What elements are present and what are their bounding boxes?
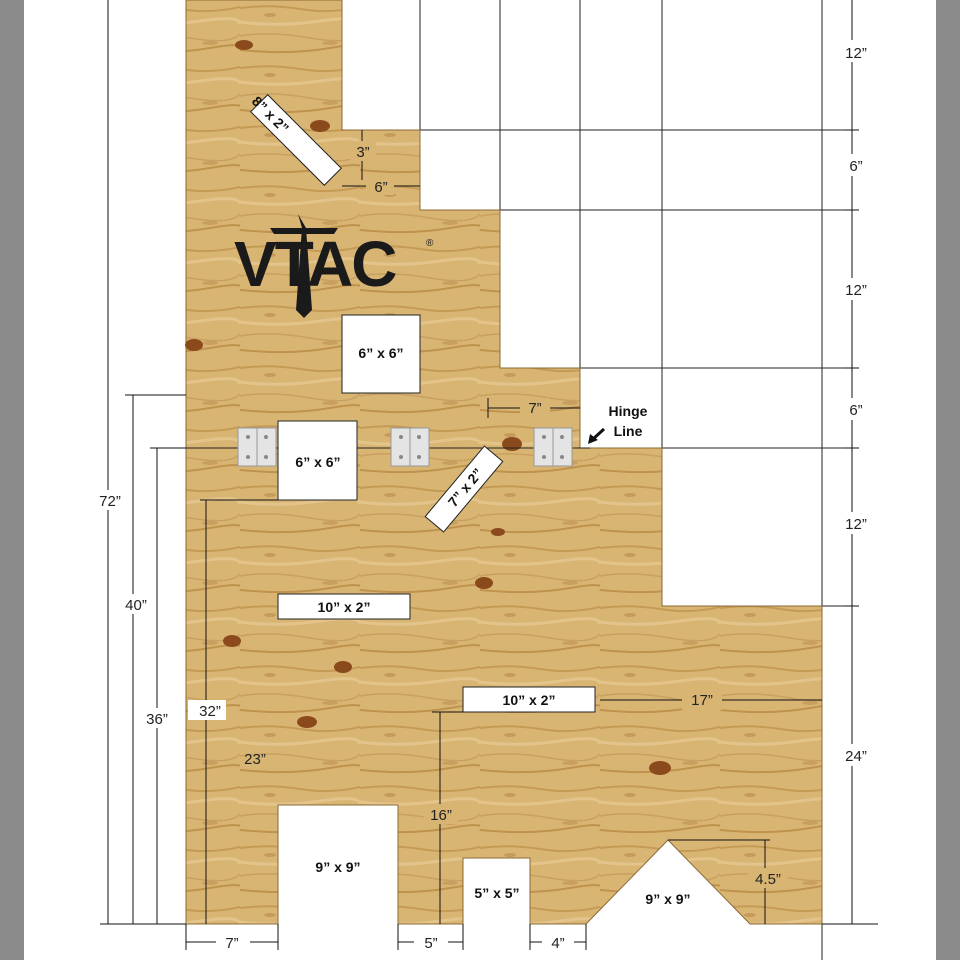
left-border: [0, 0, 24, 960]
cutout-label: 10” x 2”: [502, 692, 556, 708]
dim-right-12a: 12”: [845, 45, 867, 62]
dim-left-36: 36”: [146, 711, 168, 728]
cutout-label: 8” x 2”: [248, 92, 293, 137]
cutout-label: 9” x 9”: [315, 859, 361, 875]
logo-text: VTAC: [234, 228, 396, 300]
dim-right-12c: 12”: [845, 516, 867, 533]
hinge-icon: [534, 428, 572, 466]
dim-mid-17: 17”: [691, 692, 713, 709]
cutout-label: 5” x 5”: [474, 885, 520, 901]
dim-right-12b: 12”: [845, 282, 867, 299]
hinge-icon: [391, 428, 429, 466]
dim-left-32: 32”: [199, 703, 221, 720]
cutout-label: 6” x 6”: [358, 345, 404, 361]
dim-hinge-7: 7”: [528, 400, 542, 417]
right-border: [936, 0, 960, 960]
dim-left-72: 72”: [99, 493, 121, 510]
cutout-label: 7” x 2”: [444, 465, 486, 510]
dim-mid-16: 16”: [430, 807, 452, 824]
cutout-label: 9” x 9”: [645, 891, 691, 907]
cutout-label: 10” x 2”: [317, 599, 371, 615]
dim-top-6: 6”: [374, 179, 388, 196]
dim-right-6a: 6”: [849, 158, 863, 175]
logo-registered: ®: [426, 238, 434, 249]
dim-right-24: 24”: [845, 748, 867, 765]
dim-left-40: 40”: [125, 597, 147, 614]
hinge-label-line1: Hinge: [608, 403, 648, 419]
dim-left-23: 23”: [244, 751, 266, 768]
hinge-icon: [238, 428, 276, 466]
dim-top-3: 3”: [356, 144, 370, 161]
dim-bottom-7: 7”: [225, 935, 239, 952]
dim-mid-4-5: 4.5”: [755, 871, 781, 888]
dim-right-6b: 6”: [849, 402, 863, 419]
hinge-label-line2: Line: [613, 423, 643, 439]
dim-bottom-4: 4”: [551, 935, 565, 952]
dim-bottom-5: 5”: [424, 935, 438, 952]
cutout-label: 6” x 6”: [295, 454, 341, 470]
